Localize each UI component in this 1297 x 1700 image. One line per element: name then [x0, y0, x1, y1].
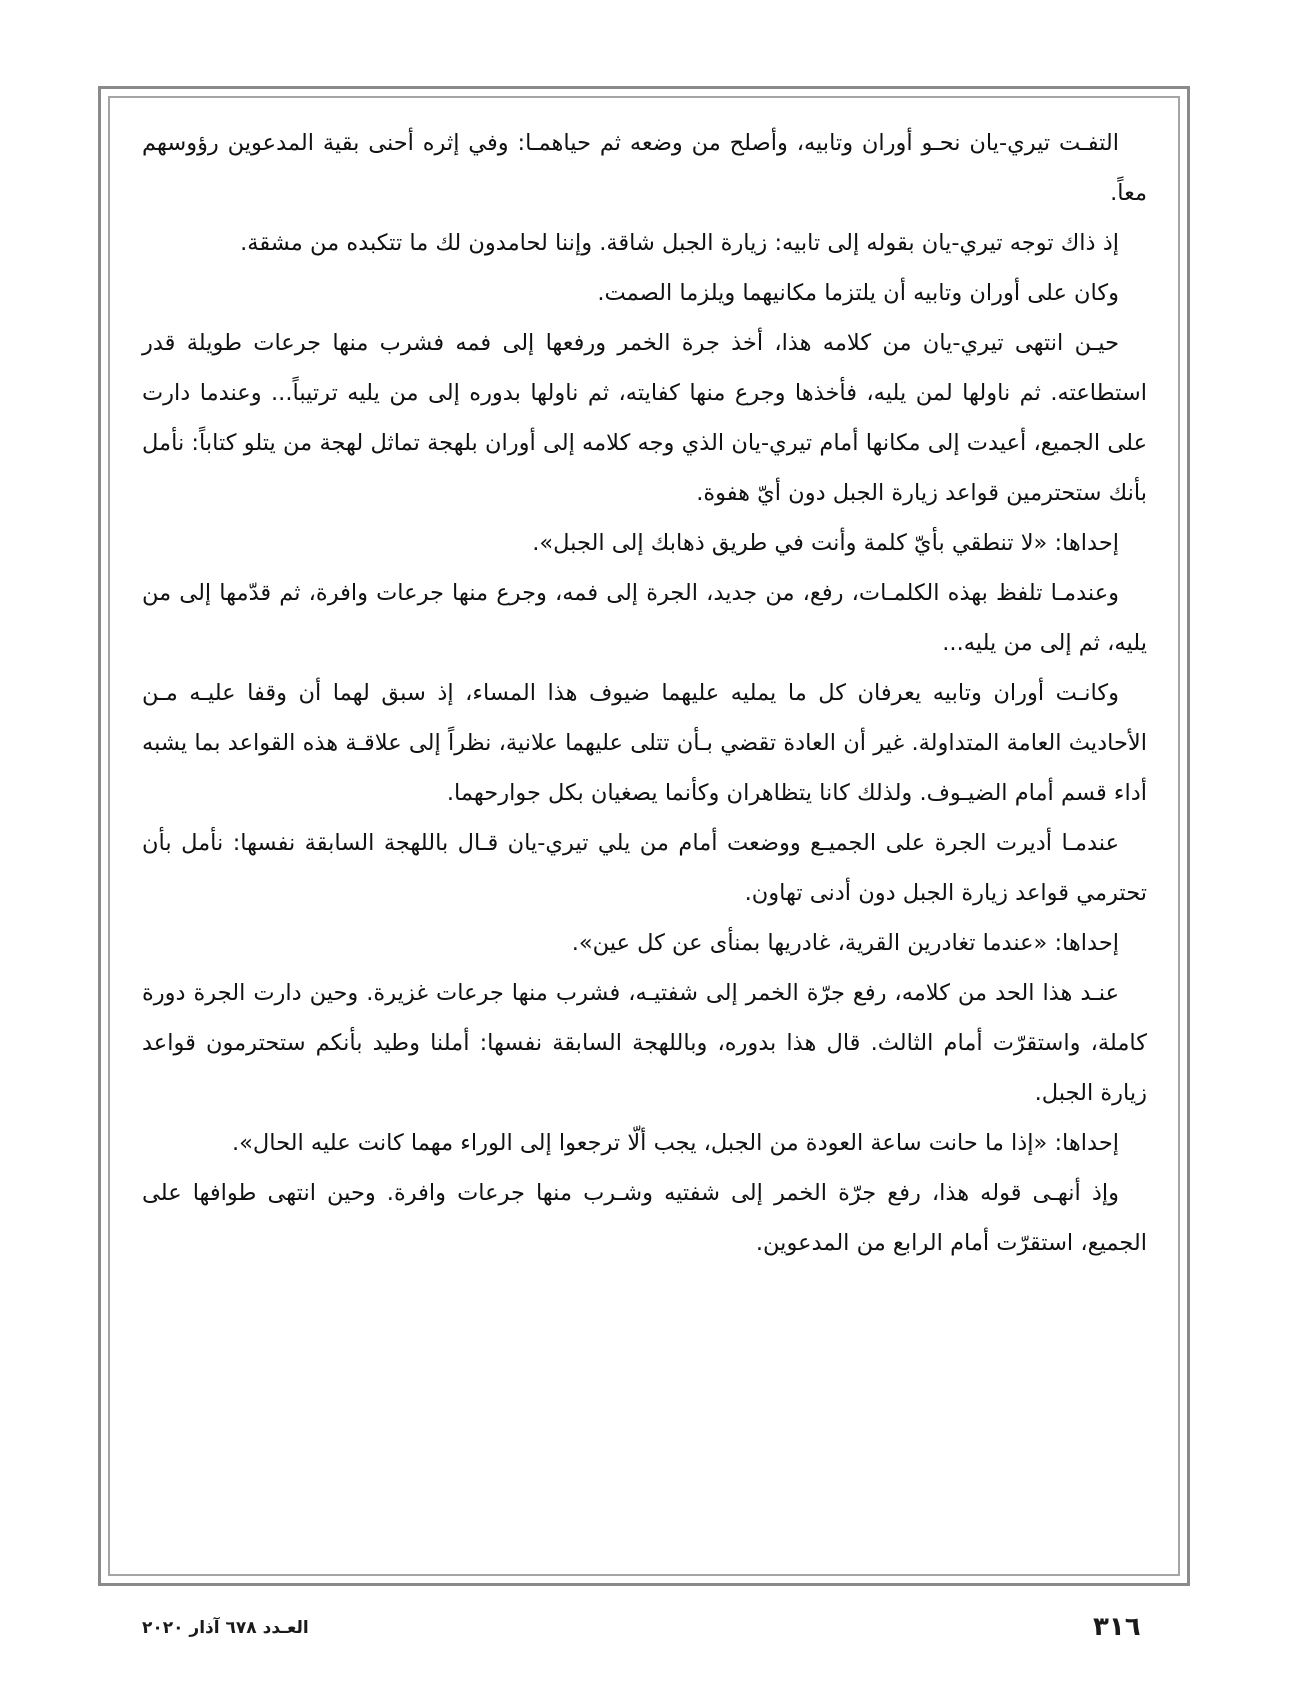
paragraph-4: حيـن انتهى تيري-يان من كلامه هذا، أخذ جرة الخمر ورفعها إلى فمه فشرب منها جرعات طويلة قدر استطاعته. ثم ناولها لمن يليه، فأخذها وجرع منها كفايته، ثم ناولها بدوره إلى من يليه ترتيباً... وعندما دارت على الجميع، أعيدت إلى مكانها أمام تيري-يان الذي وجه كلامه إلى أوران بلهجة تماثل لهجة من يتلو كتاباً: نأمل بأنك ستحترمين قواعد زيارة الجبل دون أيّ هفوة.: [142, 330, 1147, 506]
paragraph-6: وعندمـا تلفظ بهذه الكلمـات، رفع، من جديد، الجرة إلى فمه، وجرع منها جرعات وافرة، ثم قدّمها إلى من يليه، ثم إلى من يليه...: [142, 580, 1147, 656]
paragraph-1: التفـت تيري-يان نحـو أوران وتابيه، وأصلح من وضعه ثم حياهمـا: وفي إثره أحنى بقية المدعوين رؤوسهم معاً.: [142, 130, 1147, 206]
paragraph-10: عنـد هذا الحد من كلامه، رفع جرّة الخمر إلى شفتيـه، فشرب منها جرعات غزيرة. وحين دارت الجرة دورة كاملة، واستقرّت أمام الثالث. قال هذا بدوره، وباللهجة السابقة نفسها: أملنا وطيد بأنكم ستحترمون قواعد زيارة الجبل.: [142, 980, 1147, 1106]
paragraph-8: عندمـا أديرت الجرة على الجميـع ووضعت أمام من يلي تيري-يان قـال باللهجة السابقة نفسها: نأمل بأن تحترمي قواعد زيارة الجبل دون أدنى تهاون.: [142, 830, 1147, 906]
paragraph-7: وكانـت أوران وتابيه يعرفان كل ما يمليه عليهما ضيوف هذا المساء، إذ سبق لهما أن وقفا عليـه مـن الأحاديث العامة المتداولة. غير أن العادة تقضي بـأن تتلى عليهما علانية، نظراً إلى علاقـة هذه القواعد بما يشبه أداء قسم أمام الضيـوف. ولذلك كانا يتظاهران وكأنما يصغيان بكل جوارحهما.: [142, 680, 1147, 806]
paragraph-12: وإذ أنهـى قوله هذا، رفع جرّة الخمر إلى شفتيه وشـرب منها جرعات وافرة. وحين انتهى طوافها على الجميع، استقرّت أمام الرابع من المدعوين.: [142, 1180, 1147, 1256]
article-body: [142, 118, 1147, 1268]
paragraph-9: إحداها: «عندما تغادرين القرية، غادريها بمنأى عن كل عين».: [571, 930, 1119, 956]
paragraph-11: إحداها: «إذا ما حانت ساعة العودة من الجبل، يجب ألّا ترجعوا إلى الوراء مهما كانت عليه الحال».: [231, 1130, 1119, 1156]
paragraph-3: وكان على أوران وتابيه أن يلتزما مكانيهما ويلزما الصمت.: [597, 280, 1119, 306]
paragraph-5: إحداها: «لا تنطقي بأيّ كلمة وأنت في طريق ذهابك إلى الجبل».: [532, 530, 1119, 556]
issue-info: العـدد ٦٧٨ آذار ٢٠٢٠: [142, 1618, 309, 1638]
paragraph-2: إذ ذاك توجه تيري-يان بقوله إلى تابيه: زيارة الجبل شاقة. وإننا لحامدون لك ما تتكبده من مشقة.: [240, 230, 1119, 256]
page-number: ٣١٦: [1093, 1612, 1141, 1642]
